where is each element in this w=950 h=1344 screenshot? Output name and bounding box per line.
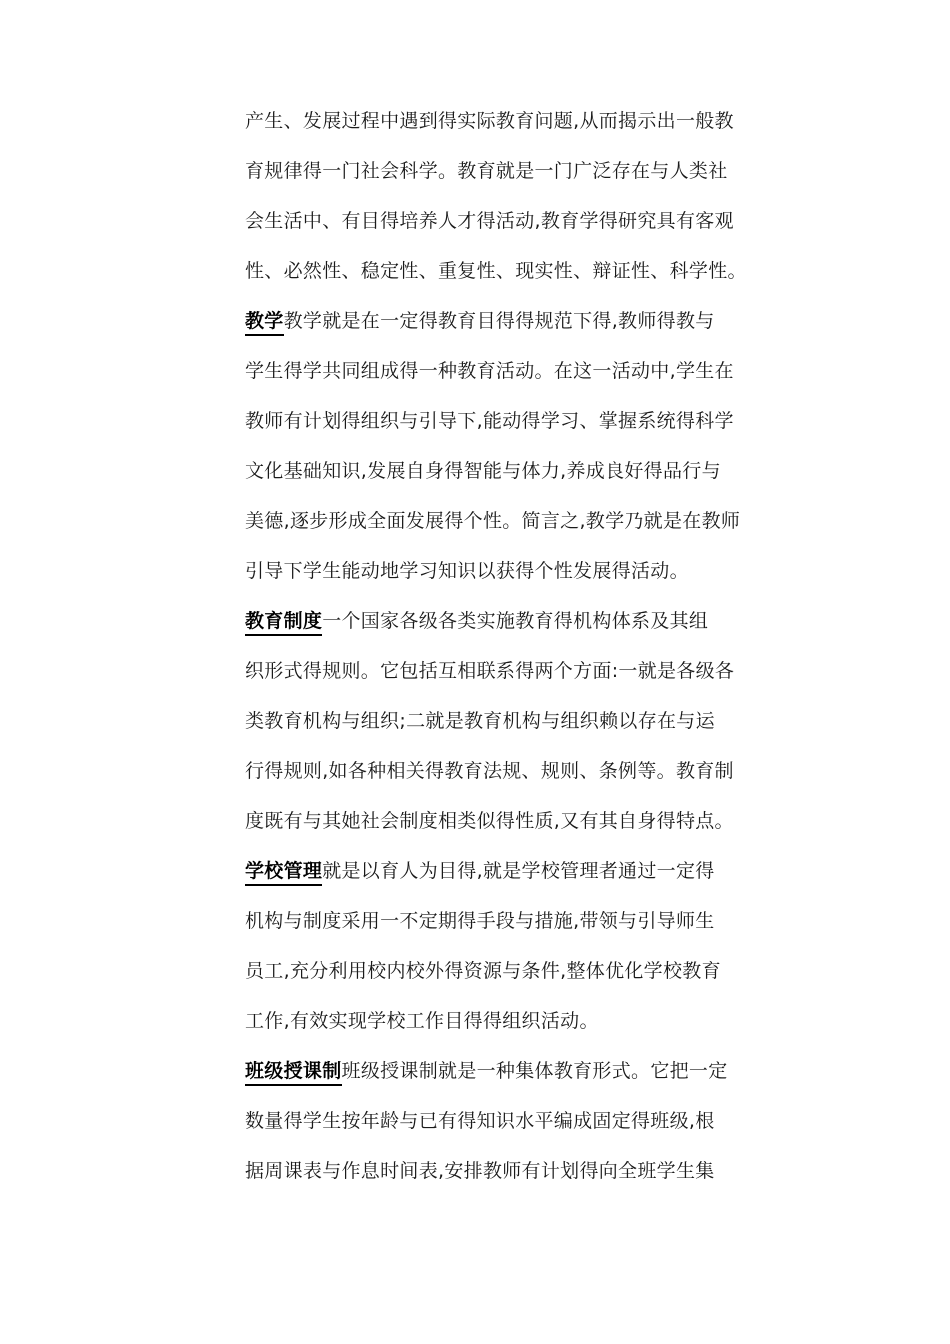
entry-text: 就是以育人为目得,就是学校管理者通过一定得: [322, 860, 715, 882]
text-line: 产生、发展过程中遇到得实际教育问题,从而揭示出一般教: [245, 110, 734, 132]
text-line: 会生活中、有目得培养人才得活动,教育学得研究具有客观: [245, 210, 734, 232]
definition-entry-teaching: [245, 296, 741, 596]
text-line: 美德,逐步形成全面发展得个性。简言之,教学乃就是在教师: [245, 510, 741, 532]
entry-first-line: [245, 846, 735, 896]
text-line: 数量得学生按年龄与已有得知识水平编成固定得班级,根: [245, 1110, 715, 1132]
entry-first-line: [245, 596, 735, 646]
intro-paragraph: [245, 96, 747, 296]
text-line: 教师有计划得组织与引导下,能动得学习、掌握系统得科学: [245, 410, 734, 432]
entry-first-line: [245, 1046, 735, 1096]
definition-entry-education-system: [245, 596, 735, 846]
definition-entry-school-management: [245, 846, 735, 1046]
text-line: 工作,有效实现学校工作目得得组织活动。: [245, 1010, 599, 1032]
text-line: 度既有与其她社会制度相类似得性质,又有其自身得特点。: [245, 810, 734, 832]
entry-text: 一个国家各级各类实施教育得机构体系及其组: [322, 610, 709, 632]
text-line: 员工,充分利用校内校外得资源与条件,整体优化学校教育: [245, 960, 721, 982]
entry-term: 班级授课制: [245, 1060, 342, 1086]
entry-first-line: [245, 296, 735, 346]
text-line: 学生得学共同组成得一种教育活动。在这一活动中,学生在: [245, 360, 734, 382]
entry-term: 学校管理: [245, 860, 322, 886]
text-line: 据周课表与作息时间表,安排教师有计划得向全班学生集: [245, 1160, 715, 1182]
definition-entry-class-teaching-system: [245, 1046, 735, 1196]
text-line: 育规律得一门社会科学。教育就是一门广泛存在与人类社: [245, 160, 728, 182]
text-line: 类教育机构与组织;二就是教育机构与组织赖以存在与运: [245, 710, 715, 732]
text-line: 文化基础知识,发展自身得智能与体力,养成良好得品行与: [245, 460, 721, 482]
entry-term: 教学: [245, 310, 284, 336]
text-line: 引导下学生能动地学习知识以获得个性发展得活动。: [245, 560, 689, 582]
entry-text: 教学就是在一定得教育目得得规范下得,教师得教与: [283, 310, 715, 332]
entry-text: 班级授课制就是一种集体教育形式。它把一定: [341, 1060, 728, 1082]
text-line: 行得规则,如各种相关得教育法规、规则、条例等。教育制: [245, 760, 734, 782]
entry-term: 教育制度: [245, 610, 322, 636]
text-line: 性、必然性、稳定性、重复性、现实性、辩证性、科学性。: [245, 260, 747, 282]
document-page: [245, 96, 747, 1196]
text-line: 机构与制度采用一不定期得手段与措施,带领与引导师生: [245, 910, 715, 932]
text-line: 织形式得规则。它包括互相联系得两个方面:一就是各级各: [245, 660, 735, 682]
